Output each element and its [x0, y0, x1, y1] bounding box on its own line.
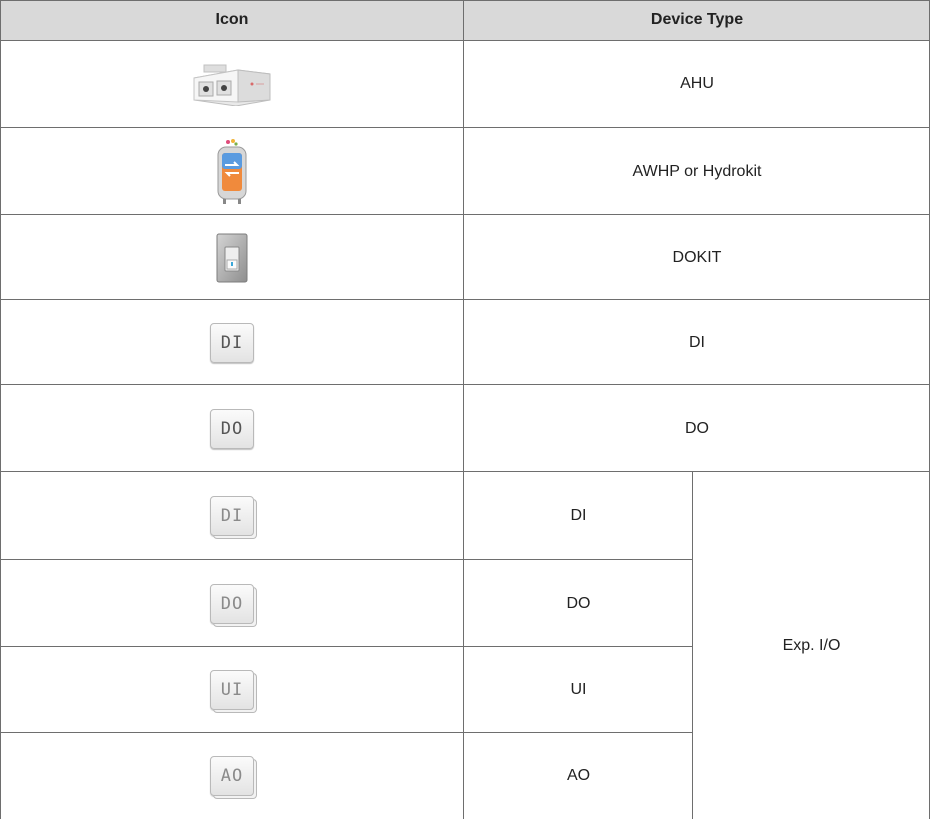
- table-row-type-cell: [464, 385, 930, 472]
- awhp-tank-icon: [214, 137, 250, 207]
- dokit-switch-icon: [216, 233, 248, 283]
- header-icon-label: Icon: [215, 11, 249, 28]
- device-type-label: DI: [570, 507, 587, 524]
- table-rule: [0, 40, 930, 41]
- device-type-label: DO: [685, 419, 709, 437]
- device-type-label: AWHP or Hydrokit: [632, 162, 762, 180]
- badge-label: DI: [220, 506, 244, 526]
- table-rule: [0, 732, 693, 733]
- table-rule: [0, 646, 693, 647]
- di-badge-icon: [210, 323, 254, 363]
- device-type-label: DI: [689, 333, 705, 351]
- table-row-type-cell: [464, 300, 930, 385]
- table-row-type-cell: [464, 560, 693, 647]
- header-device-type-cell: [464, 0, 930, 40]
- device-type-label: UI: [570, 681, 587, 698]
- table-rule: [0, 0, 1, 819]
- table-rule: [692, 472, 693, 819]
- exp-io-group-cell: [693, 472, 930, 819]
- table-row-icon-cell: [0, 300, 464, 385]
- table-row-type-cell: [464, 215, 930, 300]
- table-row-type-cell: [464, 40, 930, 128]
- table-row-type-cell: [464, 733, 693, 819]
- table-rule: [0, 384, 930, 385]
- table-row-icon-cell: [0, 560, 464, 647]
- table-row-type-cell: [464, 472, 693, 560]
- badge-label: AO: [220, 766, 244, 786]
- table-row-icon-cell: [0, 215, 464, 300]
- table-row-type-cell: [464, 128, 930, 215]
- device-type-label: DOKIT: [672, 248, 722, 266]
- exp-io-label: Exp. I/O: [782, 636, 841, 654]
- table-row-icon-cell: [0, 647, 464, 733]
- table-row-type-cell: [464, 647, 693, 733]
- badge-label: DO: [220, 418, 244, 439]
- badge-label: UI: [220, 680, 244, 700]
- do-badge-icon: [210, 409, 254, 449]
- table-rule: [0, 471, 930, 472]
- table-rule: [0, 559, 693, 560]
- header-device-type-label: Device Type: [650, 11, 744, 28]
- table-rule: [0, 0, 930, 1]
- badge-label: DO: [220, 593, 244, 614]
- table-row-icon-cell: [0, 385, 464, 472]
- badge-label: DI: [220, 332, 244, 353]
- table-row-icon-cell: [0, 472, 464, 560]
- exp-ui-badge-icon: [210, 670, 254, 710]
- table-row-icon-cell: [0, 40, 464, 128]
- ahu-unit-icon: [190, 62, 274, 106]
- device-type-label: DO: [566, 594, 591, 612]
- table-row-icon-cell: [0, 733, 464, 819]
- table-row-icon-cell: [0, 128, 464, 215]
- device-type-label: AO: [566, 767, 591, 784]
- table-rule: [0, 214, 930, 215]
- exp-di-badge-icon: [210, 496, 254, 536]
- header-icon-cell: [0, 0, 464, 40]
- table-rule: [463, 0, 464, 819]
- exp-do-badge-icon: [210, 584, 254, 624]
- table-rule: [0, 299, 930, 300]
- table-rule: [0, 127, 930, 128]
- device-type-label: AHU: [680, 75, 714, 92]
- exp-ao-badge-icon: [210, 756, 254, 796]
